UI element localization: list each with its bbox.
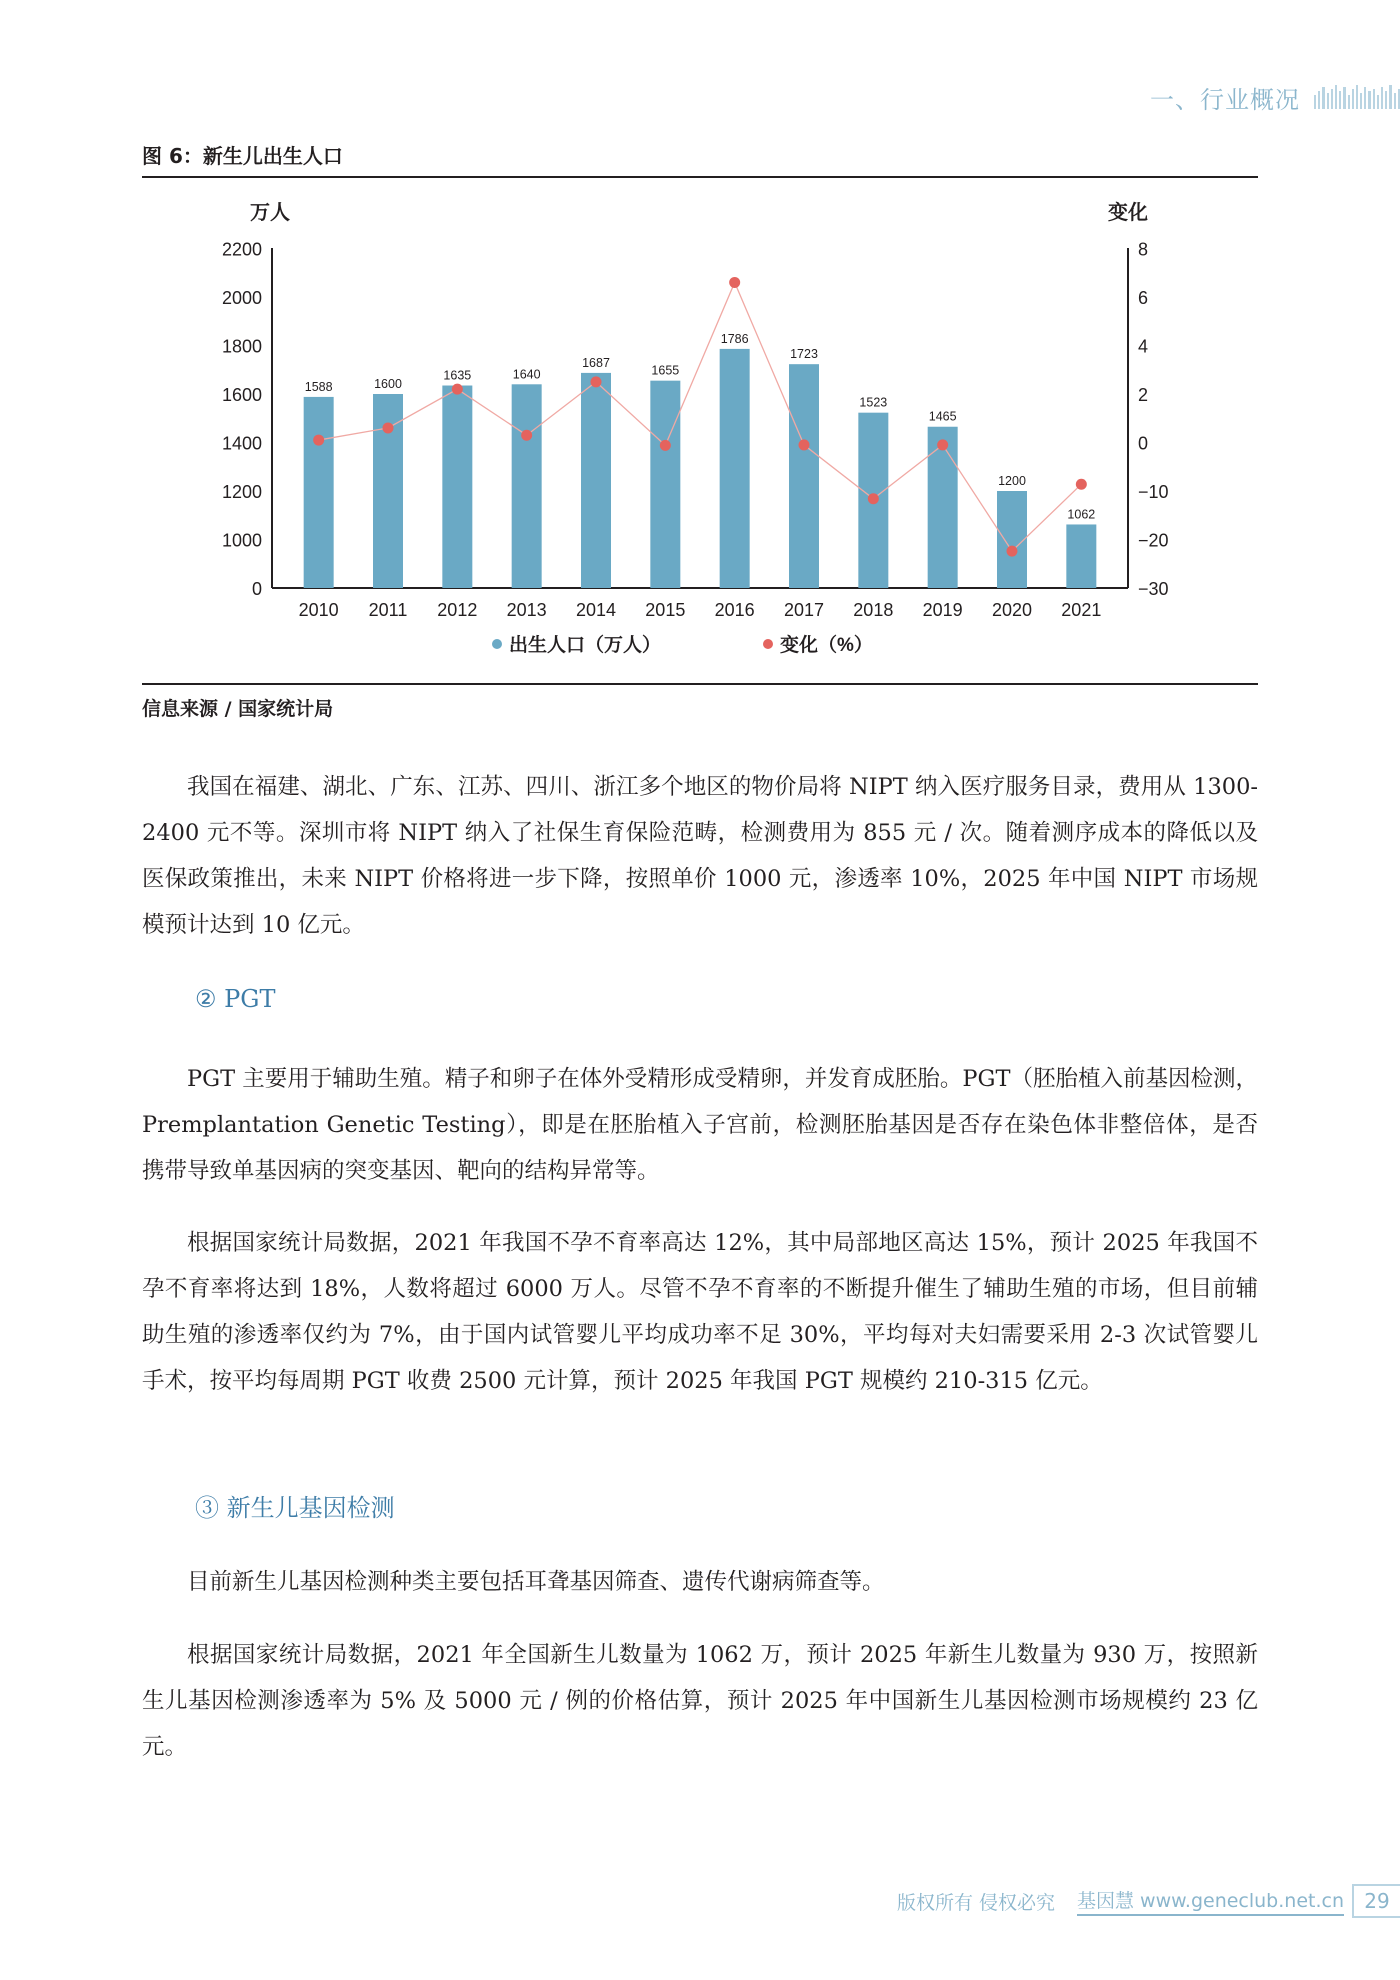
x-tick-label: 2011 bbox=[368, 600, 408, 620]
x-tick-label: 2019 bbox=[922, 600, 963, 620]
bar-value-label: 1588 bbox=[304, 379, 333, 394]
y-left-tick-label: 1800 bbox=[221, 336, 262, 357]
paragraph-newborn-market bbox=[142, 1632, 1258, 1770]
bar-value-label: 1600 bbox=[374, 377, 402, 391]
section-title: 一、行业概况 bbox=[1150, 85, 1300, 114]
decorative-bar bbox=[1364, 87, 1366, 109]
change-point-2014 bbox=[591, 376, 602, 387]
bar-value-label: 1687 bbox=[582, 355, 610, 370]
paragraph-text: 根据国家统计局数据，2021 年全国新生儿数量为 1062 万，预计 2025 年新生儿数量为 930 万，按照新生儿基因检测渗透率为 5% 及 5000 元 / 例的价格估算，预计 2025 年中国新生儿基因检测市场规模约 23 亿元。 bbox=[142, 1642, 1258, 1760]
paragraph-text: 我国在福建、湖北、广东、江苏、四川、浙江多个地区的物价局将 NIPT 纳入医疗服务目录，费用从 1300-2400 元不等。深圳市将 NIPT 纳入了社保生育保险范畴，检测费用为 855 元 / 次。随着测序成本的降低以及医保政策推出，未来 NIPT 价格将进一步下降，按照单价 1000 元，渗透率 10%，2025 年中国 NIPT 市场规模预计达到 10 亿元。 bbox=[142, 774, 1258, 938]
figure-title: 图 6：新生儿出生人口 bbox=[142, 144, 343, 168]
x-tick-label: 2010 bbox=[298, 600, 339, 620]
decorative-bar bbox=[1377, 95, 1379, 109]
decorative-bar bbox=[1318, 91, 1320, 109]
bar-value-label: 1655 bbox=[651, 363, 680, 378]
decorative-bar bbox=[1339, 91, 1341, 109]
figure-source: 信息来源 / 国家统计局 bbox=[142, 698, 334, 720]
legend-change-label: 变化（%） bbox=[780, 635, 873, 656]
paragraph-text: 目前新生儿基因检测种类主要包括耳聋基因筛查、遗传代谢病筛查等。 bbox=[187, 1569, 885, 1595]
copyright-text: 版权所有 侵权必究 bbox=[896, 1891, 1055, 1914]
decorative-bar bbox=[1394, 93, 1396, 109]
legend-change-marker bbox=[763, 639, 773, 649]
paragraph-pgt-market bbox=[142, 1220, 1258, 1404]
decorative-bar bbox=[1331, 89, 1333, 109]
x-tick-label: 2018 bbox=[853, 600, 894, 620]
change-series-line bbox=[319, 282, 1082, 551]
y-right-tick-label: 2 bbox=[1138, 385, 1149, 405]
change-point-2012 bbox=[452, 384, 463, 395]
birth-population-chart bbox=[142, 180, 1258, 670]
bar-2012 bbox=[442, 386, 472, 588]
decorative-bar bbox=[1352, 89, 1354, 109]
decorative-bar bbox=[1373, 89, 1375, 109]
x-tick-label: 2020 bbox=[991, 600, 1033, 620]
y-axis-right-title: 变化 bbox=[1108, 202, 1148, 224]
paragraph-nipt bbox=[142, 764, 1258, 948]
decorative-bar bbox=[1381, 87, 1383, 109]
decorative-bar bbox=[1343, 87, 1345, 109]
change-point-2020 bbox=[1007, 546, 1018, 557]
bar-value-label: 1786 bbox=[720, 331, 749, 346]
bar-value-label: 1062 bbox=[1067, 507, 1096, 522]
change-point-2019 bbox=[937, 439, 948, 450]
heading-pgt: ② PGT bbox=[195, 985, 276, 1013]
bar-2016 bbox=[720, 349, 750, 588]
decorative-bars bbox=[1314, 85, 1400, 109]
section-header bbox=[1150, 82, 1400, 112]
change-point-2021 bbox=[1076, 479, 1087, 490]
y-right-tick-label: 4 bbox=[1138, 336, 1149, 357]
site-link[interactable]: 基因慧 www.geneclub.net.cn bbox=[1077, 1886, 1344, 1916]
decorative-bar bbox=[1368, 91, 1370, 109]
bar-2010 bbox=[304, 397, 334, 588]
y-left-tick-label: 1200 bbox=[221, 482, 262, 502]
y-axis-left-title: 万人 bbox=[250, 202, 290, 224]
y-right-tick-label: −20 bbox=[1138, 530, 1169, 551]
bar-2020 bbox=[997, 491, 1027, 588]
y-right-tick-label: 6 bbox=[1138, 288, 1149, 308]
decorative-bar bbox=[1356, 85, 1358, 109]
change-point-2017 bbox=[799, 439, 810, 450]
page-number: 29 bbox=[1352, 1884, 1400, 1918]
page-footer bbox=[897, 1884, 1400, 1918]
figure-top-rule bbox=[142, 176, 1258, 178]
x-tick-label: 2013 bbox=[506, 600, 547, 620]
decorative-bar bbox=[1327, 93, 1329, 109]
paragraph-pgt-intro bbox=[142, 1056, 1258, 1194]
paragraph-newborn-types bbox=[142, 1559, 1258, 1605]
figure-bottom-rule bbox=[142, 683, 1258, 685]
y-left-tick-label: 1400 bbox=[221, 433, 262, 454]
change-point-2010 bbox=[313, 435, 324, 446]
legend-bar-marker bbox=[492, 639, 502, 649]
bar-2013 bbox=[512, 384, 542, 588]
y-left-tick-label: 0 bbox=[251, 579, 262, 599]
decorative-bar bbox=[1322, 87, 1324, 109]
paragraph-text: PGT 主要用于辅助生殖。精子和卵子在体外受精形成受精卵，并发育成胚胎。PGT（胚胎植入前基因检测，Premplantation Genetic Testing），即是在胚胎植入子宫前，检测胚胎基因是否存在染色体非整倍体，是否携带导致单基因病的突变基因、靶向的结构异常等。 bbox=[142, 1066, 1258, 1184]
bar-value-label: 1200 bbox=[998, 474, 1026, 488]
x-tick-label: 2021 bbox=[1061, 600, 1102, 620]
decorative-bar bbox=[1360, 93, 1362, 109]
y-left-tick-label: 1600 bbox=[221, 385, 262, 405]
x-tick-label: 2012 bbox=[437, 600, 478, 620]
y-right-tick-label: 0 bbox=[1138, 433, 1149, 454]
bar-value-label: 1723 bbox=[790, 347, 818, 362]
y-right-tick-label: −30 bbox=[1138, 579, 1169, 599]
bar-2015 bbox=[650, 381, 680, 588]
decorative-bar bbox=[1389, 85, 1391, 109]
bar-2021 bbox=[1066, 524, 1096, 588]
x-tick-label: 2016 bbox=[714, 600, 755, 620]
bar-2017 bbox=[789, 364, 819, 588]
x-tick-label: 2017 bbox=[783, 600, 825, 620]
y-left-tick-label: 1000 bbox=[221, 530, 262, 551]
paragraph-text: 根据国家统计局数据，2021 年我国不孕不育率高达 12%，其中局部地区高达 15%，预计 2025 年我国不孕不育率将达到 18%，人数将超过 6000 万人。尽管不孕不育率的不断提升催生了辅助生殖的市场，但目前辅助生殖的渗透率仅约为 7%，由于国内试管婴儿平均成功率不足 30%，平均每对夫妇需要采用 2-3 次试管婴儿手术，按平均每周期 PGT 收费 2500 元计算，预计 2025 年我国 PGT 规模约 210-315 亿元。 bbox=[142, 1230, 1258, 1394]
bar-value-label: 1465 bbox=[928, 409, 957, 424]
change-point-2011 bbox=[383, 422, 394, 433]
bar-value-label: 1635 bbox=[443, 368, 472, 383]
y-right-tick-label: −10 bbox=[1138, 482, 1169, 502]
change-point-2016 bbox=[729, 277, 740, 288]
y-left-tick-label: 2000 bbox=[221, 288, 262, 308]
change-point-2018 bbox=[868, 493, 879, 504]
bar-value-label: 1523 bbox=[859, 395, 888, 410]
decorative-bar bbox=[1314, 95, 1316, 109]
legend-bar-label: 出生人口（万人） bbox=[509, 635, 662, 656]
bar-value-label: 1640 bbox=[512, 367, 541, 382]
bar-2014 bbox=[581, 373, 611, 588]
change-point-2013 bbox=[521, 430, 532, 441]
y-left-tick-label: 2200 bbox=[221, 239, 262, 260]
y-right-tick-label: 8 bbox=[1138, 239, 1149, 260]
change-point-2015 bbox=[660, 440, 671, 451]
heading-newborn-testing: ③ 新生儿基因检测 bbox=[195, 1494, 395, 1522]
decorative-bar bbox=[1348, 95, 1350, 109]
x-tick-label: 2015 bbox=[645, 600, 686, 620]
decorative-bar bbox=[1335, 85, 1337, 109]
decorative-bar bbox=[1385, 91, 1387, 109]
bar-2019 bbox=[928, 427, 958, 588]
x-tick-label: 2014 bbox=[575, 600, 617, 620]
